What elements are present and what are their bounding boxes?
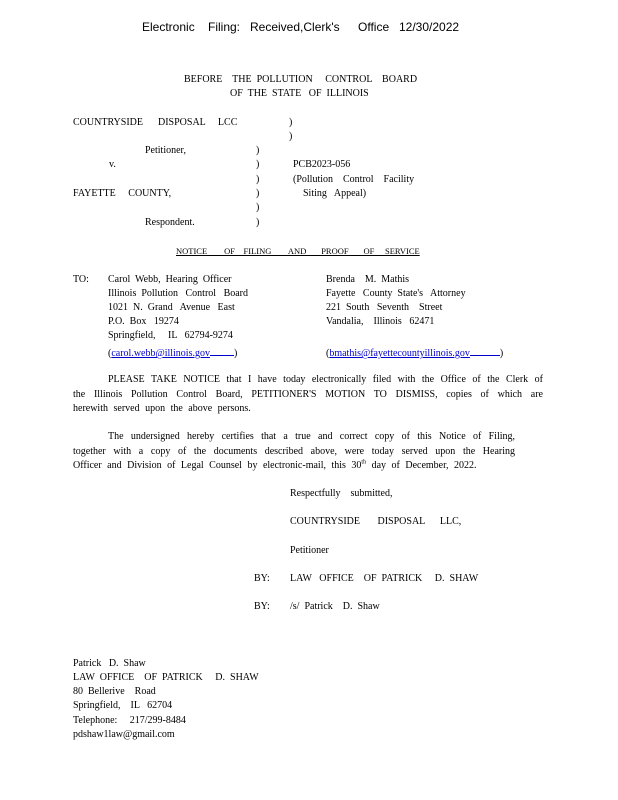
recipient-1-city: Springfield, IL 62794-9274: [108, 330, 233, 341]
paren-close: ): [499, 348, 504, 359]
recipient-2-city: Vandalia, Illinois 62471: [326, 316, 435, 327]
caption-paren: ): [256, 174, 260, 185]
stamp-date: 12/30/2022: [399, 20, 460, 34]
stamp-received: Received,Clerk's: [250, 20, 340, 34]
document-title: NOTICE OF FILING AND PROOF OF SERVICE: [176, 246, 420, 256]
recipient-1-pobox: P.O. Box 19274: [108, 316, 179, 327]
caption-paren: ): [256, 159, 260, 170]
by-label: BY:: [254, 601, 270, 612]
respectfully-submitted: Respectfully submitted,: [290, 488, 393, 499]
attorney-address: 80 Bellerive Road: [73, 686, 156, 697]
petitioner-role: Petitioner,: [145, 145, 186, 156]
attorney-name: Patrick D. Shaw: [73, 658, 146, 669]
recipient-1-address: 1021 N. Grand Avenue East: [108, 302, 235, 313]
respondent-name: FAYETTE COUNTY,: [73, 188, 172, 199]
court-line-2: OF THE STATE OF ILLINOIS: [230, 88, 369, 99]
paren-open: (: [326, 348, 330, 359]
recipient-1-org: Illinois Pollution Control Board: [108, 288, 249, 299]
recipient-2-email-link[interactable]: bmathis@fayettecountyillinois.gov: [329, 348, 470, 359]
recipient-2-email-line: [326, 345, 503, 360]
case-description-2: Siting Appeal): [303, 188, 367, 199]
caption-paren: ): [256, 202, 260, 213]
stamp-electronic: Electronic: [142, 20, 195, 34]
versus: v.: [109, 159, 116, 170]
link-underline-gap: [210, 345, 234, 356]
attorney-email: pdshaw1law@gmail.com: [73, 729, 175, 740]
to-label: TO:: [73, 274, 89, 285]
by-label: BY:: [254, 573, 270, 584]
recipient-2-address: 221 South Seventh Street: [326, 302, 443, 313]
electronic-signature: /s/ Patrick D. Shaw: [290, 601, 380, 612]
case-description-1: (Pollution Control Facility: [293, 174, 415, 185]
attorney-phone: Telephone: 217/299-8484: [73, 715, 186, 726]
stamp-office: Office: [358, 20, 390, 34]
attorney-city: Springfield, IL 62704: [73, 700, 173, 711]
caption-paren: ): [256, 217, 260, 228]
case-number: PCB2023-056: [293, 159, 351, 170]
respondent-role: Respondent.: [145, 217, 195, 228]
petitioner-name: COUNTRYSIDE DISPOSAL LCC: [73, 117, 238, 128]
by-law-office: LAW OFFICE OF PATRICK D. SHAW: [290, 573, 479, 584]
signature-role: Petitioner: [290, 545, 329, 556]
recipient-1-email-link[interactable]: carol.webb@illinois.gov: [111, 348, 210, 359]
attorney-firm: LAW OFFICE OF PATRICK D. SHAW: [73, 672, 259, 683]
signature-company: COUNTRYSIDE DISPOSAL LLC,: [290, 516, 462, 527]
recipient-1-name: Carol Webb, Hearing Officer: [108, 274, 232, 285]
notice-paragraph: PLEASE TAKE NOTICE that I have today electronically filed with the Office of the Clerk of the Illinois Pollution Control Board, PETITIONER'S MOTION TO DISMISS, copies of which are herewith served upon the above persons.: [73, 374, 543, 414]
court-line-1: BEFORE THE POLLUTION CONTROL BOARD: [184, 74, 418, 85]
paren-close: ): [233, 348, 238, 359]
stamp-filing: Filing:: [208, 20, 241, 34]
caption-paren: ): [256, 188, 260, 199]
certificate-text-end: day of December, 2022.: [366, 460, 477, 471]
certificate-text: The undersigned hereby certifies that a true and correct copy of this Notice of Filing, together with a copy of the documents described above, were today served upon the Hearing Officer and Division of Legal Counsel by electronic-mail, this 30: [73, 431, 515, 471]
caption-paren: ): [256, 145, 260, 156]
date-superscript: th: [361, 459, 367, 466]
recipient-2-name: Brenda M. Mathis: [326, 274, 410, 285]
caption-paren: ): [289, 131, 293, 142]
recipient-2-org: Fayette County State's Attorney: [326, 288, 466, 299]
caption-paren: ): [289, 117, 293, 128]
paren-open: (: [108, 348, 112, 359]
link-underline-gap: [470, 345, 500, 356]
certificate-paragraph: [73, 430, 515, 474]
recipient-1-email-line: [108, 345, 237, 360]
